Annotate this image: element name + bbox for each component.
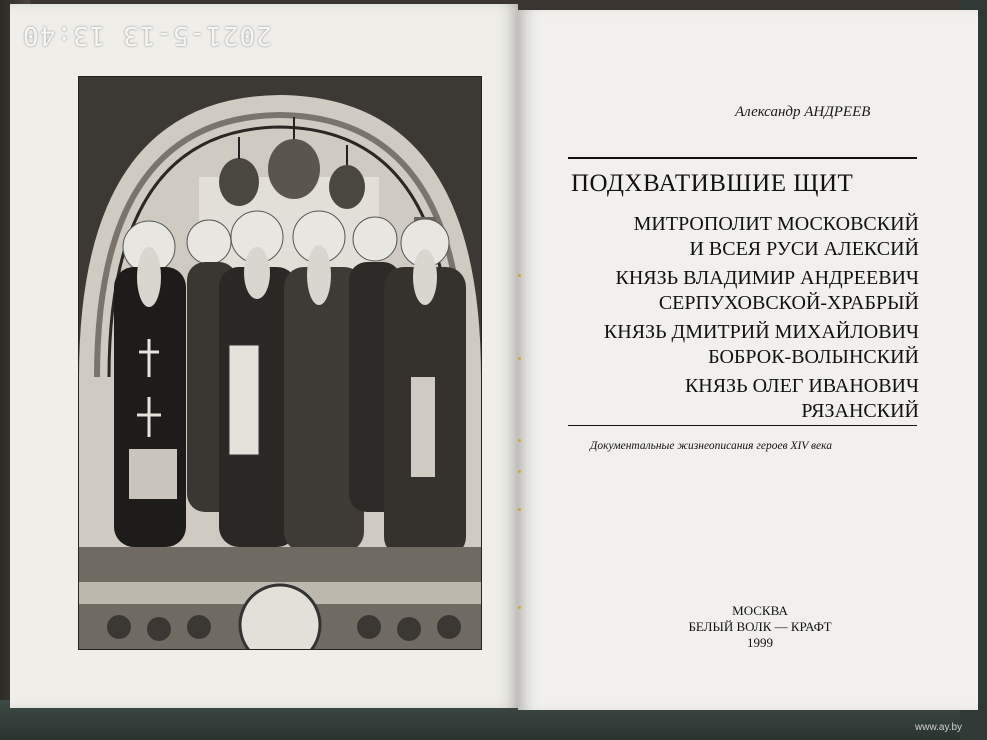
imprint-year: 1999: [747, 635, 773, 650]
imprint-city: МОСКВА: [732, 603, 788, 618]
book-title: ПОДХВАТИВШИЕ ЩИТ: [571, 170, 854, 197]
hero-name-3: КНЯЗЬ ДМИТРИЙ МИХАЙЛОВИЧ БОБРОК-ВОЛЫНСКИЙ: [603, 321, 919, 368]
photo-timestamp: 2021-5-13 13:40: [22, 20, 272, 50]
hero-name-1: МИТРОПОЛИТ МОСКОВСКИЙ И ВСЕЯ РУСИ АЛЕКСИЙ: [633, 213, 919, 260]
hero-name-2: КНЯЗЬ ВЛАДИМИР АНДРЕЕВИЧ СЕРПУХОВСКОЙ-ХРАБРЫЙ: [615, 267, 919, 314]
site-watermark: www.ay.by: [915, 722, 963, 733]
imprint-publisher: БЕЛЫЙ ВОЛК — КРАФТ: [688, 619, 832, 634]
imprint: [660, 603, 860, 651]
title-rule-top: [568, 157, 917, 159]
book-subtitle: Документальные жизнеописания героев XIV века: [590, 440, 832, 452]
author-name: Александр АНДРЕЕВ: [735, 104, 871, 120]
title-rule-bottom: [568, 425, 917, 426]
frontispiece-illustration: [78, 76, 482, 650]
hero-name-4: КНЯЗЬ ОЛЕГ ИВАНОВИЧ РЯЗАНСКИЙ: [684, 375, 919, 422]
